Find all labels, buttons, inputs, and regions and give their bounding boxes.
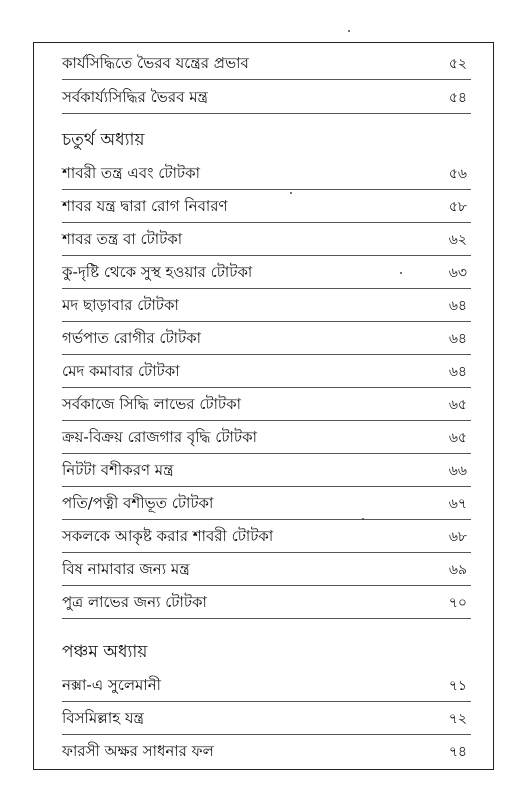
toc-entry (62, 258, 471, 289)
entry-title: পুত্র লাভের জন্য টোটকা (62, 592, 207, 611)
toc-entry (62, 522, 471, 553)
chapter-heading: চতুর্থ অধ্যায় (62, 130, 145, 150)
entry-title: সকলকে আকৃষ্ট করার শাবরী টোটকা (62, 526, 274, 545)
print-speck (400, 272, 402, 274)
entry-title: নিটটা বশীকরণ মন্ত্র (62, 460, 174, 479)
chapter-heading: পঞ্চম অধ্যায় (62, 642, 148, 662)
toc-entry (62, 291, 471, 322)
entry-title: সর্বকার্য্যসিদ্ধির ভৈরব মন্ত্র (62, 87, 208, 106)
entry-page: ৬৩ (448, 265, 467, 281)
toc-entry (62, 489, 471, 520)
entry-title: পতি/পত্নী বশীভূত টোটকা (62, 493, 214, 512)
toc-entry (62, 357, 471, 388)
entry-page: ৫৪ (448, 90, 467, 106)
toc-entry (62, 671, 471, 702)
entry-page: ৫২ (448, 56, 467, 72)
print-speck (362, 518, 364, 520)
entry-title: শাবরী তন্ত্র এবং টোটকা (62, 163, 200, 182)
entry-page: ৫৬ (448, 166, 467, 182)
entry-title: বিসমিল্লাহ যন্ত্র (62, 708, 144, 727)
entry-page: ৬৫ (448, 430, 467, 446)
entry-title: কার্যসিদ্ধিতে ভৈরব যন্ত্রের প্রভাব (62, 53, 249, 72)
toc-entry (62, 555, 471, 586)
entry-page: ৭১ (448, 678, 467, 694)
toc-entry (62, 83, 471, 114)
toc-entry (62, 225, 471, 256)
entry-page: ৬৭ (448, 496, 467, 512)
entry-title: শাবর যন্ত্র দ্বারা রোগ নিবারণ (62, 196, 228, 215)
entry-page: ৭০ (448, 595, 467, 611)
entry-title: শাবর তন্ত্র বা টোটকা (62, 229, 183, 248)
entry-page: ৬৯ (448, 562, 467, 578)
entry-page: ৬৬ (448, 463, 467, 479)
entry-page: ৬৪ (448, 331, 467, 347)
entry-title: মদ ছাড়াবার টোটকা (62, 295, 179, 314)
entry-title: গর্ভপাত রোগীর টোটকা (62, 328, 202, 347)
toc-entry (62, 588, 471, 619)
entry-title: ক্রয়-বিক্রয় রোজগার বৃদ্ধি টোটকা (62, 427, 257, 446)
entry-page: ৭৪ (448, 744, 467, 760)
entry-title: বিষ নামাবার জন্য মন্ত্র (62, 559, 190, 578)
toc-entry (62, 192, 471, 223)
toc-entry (62, 49, 471, 80)
print-speck (348, 30, 350, 32)
entry-title: সর্বকাজে সিদ্ধি লাভের টোটকা (62, 394, 241, 413)
entry-title: কু-দৃষ্টি থেকে সুস্থ হওয়ার টোটকা (62, 262, 253, 281)
toc-entry (62, 737, 471, 767)
toc-entry (62, 159, 471, 190)
toc-entry (62, 704, 471, 735)
print-speck (290, 192, 292, 194)
entry-page: ৬২ (448, 232, 467, 248)
entry-page: ৬৮ (448, 529, 467, 545)
entry-page: ৭২ (448, 711, 467, 727)
entry-title: মেদ কমাবার টোটকা (62, 361, 180, 380)
entry-page: ৫৮ (448, 199, 467, 215)
entry-title: ফারসী অক্ষর সাধনার ফল (62, 741, 214, 760)
entry-title: নক্সা-এ সুলেমানী (62, 675, 161, 694)
entry-page: ৬৫ (448, 397, 467, 413)
toc-entry (62, 390, 471, 421)
entry-page: ৬৪ (448, 364, 467, 380)
toc-entry (62, 456, 471, 487)
toc-frame (33, 42, 494, 770)
toc-entry (62, 324, 471, 355)
toc-entry (62, 423, 471, 454)
entry-page: ৬৪ (448, 298, 467, 314)
